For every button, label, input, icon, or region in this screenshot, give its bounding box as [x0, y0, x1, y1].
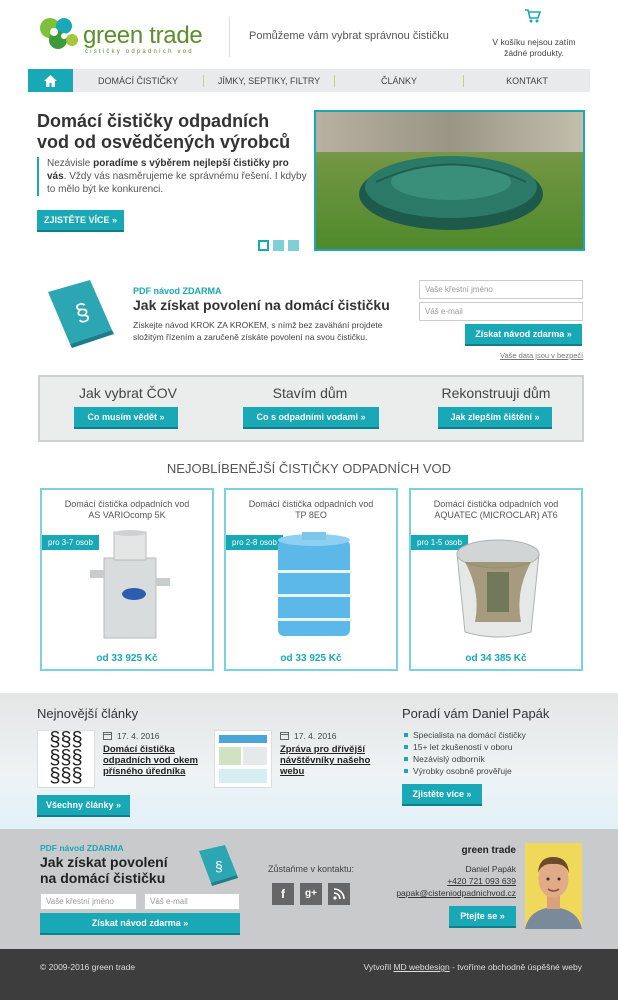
- product-model: AQUATEC (MICROCLAR) AT6: [434, 510, 558, 520]
- logo-subtitle: čističky odpadních vod: [85, 49, 194, 55]
- nav-item-jimky[interactable]: JÍMKY, SEPTIKY, FILTRY: [217, 75, 321, 86]
- footer-name-input[interactable]: Vaše křestní jméno: [40, 893, 137, 910]
- product-badge: pro 2-8 osob: [226, 535, 283, 550]
- product-model: AS VARIOcomp 5K: [88, 510, 166, 520]
- footer-ebook-icon: [195, 843, 241, 887]
- header-tagline: Pomůžeme vám vybrat správnou čističku: [249, 30, 449, 42]
- article-thumb-1[interactable]: [37, 730, 95, 788]
- article-title-2[interactable]: Zpráva pro dřívější návštěvníky našeho webu: [280, 744, 371, 777]
- bottom-bar: [0, 949, 618, 1000]
- nav-item-kontakt[interactable]: KONTAKT: [506, 75, 548, 86]
- slider-dot-3[interactable]: [288, 240, 299, 251]
- paragraph-sign-icon: §§§ §§§ §§§: [49, 730, 83, 787]
- advisor-point: Specialista na domácí čističky: [404, 729, 526, 741]
- header-divider: [229, 17, 230, 57]
- guide-button-1[interactable]: Co musím vědět »: [74, 407, 178, 429]
- advisor-more-button[interactable]: Zjistěte více »: [402, 784, 482, 806]
- pdf-title: Jak získat povolení na domácí čističku: [133, 297, 390, 313]
- hero-image: [314, 110, 585, 251]
- nav-item-domaci-cisticky[interactable]: DOMÁCÍ ČISTIČKY: [97, 75, 178, 86]
- all-articles-button[interactable]: Všechny články »: [37, 795, 130, 817]
- article-thumb-2[interactable]: [214, 730, 272, 788]
- guide-button-2[interactable]: Co s odpadními vodami »: [243, 407, 379, 429]
- advisor-point: Výrobky osobně prověřuje: [404, 765, 526, 777]
- contact-company: green trade: [461, 845, 516, 856]
- hero-title: Domácí čističky odpadních vod od osvědčených výrobců: [37, 111, 291, 152]
- logo-text: green trade: [83, 22, 203, 49]
- product-image-aquatec: [451, 532, 545, 642]
- product-price: od 34 385 Kč: [465, 653, 527, 664]
- product-model: TP 8EO: [295, 510, 327, 520]
- home-icon: [44, 75, 57, 87]
- pdf-text: Získejte návod KROK ZA KROKEM, s nímž bez zavähání projdete složitým řízením a zaručeně získáte povolení na svou čističku.: [133, 320, 383, 342]
- product-price: od 33 925 Kč: [96, 653, 158, 664]
- contact-phone[interactable]: +420 721 093 639: [447, 876, 516, 886]
- cart-status: V košíku nejsou zatím žádné produkty.: [492, 37, 576, 58]
- guide-title-3: Rekonstruuji dům: [441, 385, 551, 401]
- rss-icon[interactable]: [328, 883, 350, 905]
- product-image-tp8eo: [274, 532, 354, 642]
- product-card-1[interactable]: [40, 488, 214, 671]
- calendar-icon: [103, 731, 112, 740]
- slider-dot-2[interactable]: [273, 240, 284, 251]
- credit: Vytvořil MD webdesign - tvoříme obchodně úspěšné weby: [363, 962, 582, 972]
- google-plus-icon[interactable]: g+: [300, 883, 322, 905]
- ebook-cover-icon: [40, 278, 120, 350]
- product-price: od 33 925 Kč: [280, 653, 342, 664]
- article-date-2: 17. 4. 2016: [294, 731, 337, 741]
- guide-title-1: Jak vybrat ČOV: [78, 385, 178, 401]
- advisor-points: [404, 729, 526, 777]
- product-name: Domácí čistička odpadních vod: [433, 499, 559, 509]
- product-badge: pro 3-7 osob: [42, 535, 99, 550]
- footer-pdf-title: Jak získat povolení na domácí čističku: [40, 854, 168, 886]
- rss-glyph-icon: [333, 888, 345, 900]
- contact-person: Daniel Papák: [465, 864, 516, 874]
- product-name: Domácí čistička odpadních vod: [64, 499, 190, 509]
- logo[interactable]: [36, 14, 216, 56]
- articles-heading: Nejnovější články: [37, 706, 139, 721]
- article-title-1[interactable]: Domácí čistička odpadních vod okem přísného úředníka: [103, 744, 199, 777]
- product-badge: pro 1-5 osob: [411, 535, 468, 550]
- footer-pdf-label: PDF návod ZDARMA: [40, 843, 124, 853]
- product-name: Domácí čistička odpadních vod: [248, 499, 374, 509]
- footer-submit-button[interactable]: Získat návod zdarma »: [40, 913, 240, 935]
- copyright: © 2009-2016 green trade: [40, 962, 136, 972]
- privacy-link[interactable]: Vaše data jsou v bezpečí: [500, 351, 584, 360]
- slider-dot-1[interactable]: [258, 240, 269, 251]
- pdf-email-input[interactable]: Váš e-mail: [419, 302, 583, 321]
- ask-button[interactable]: Ptejte se »: [449, 906, 516, 928]
- hero-more-button[interactable]: ZJISTĚTE VÍCE »: [37, 210, 124, 232]
- tank-lid-picture: [356, 142, 546, 232]
- guide-title-2: Stavím dům: [272, 385, 348, 401]
- product-image-variocomp: [90, 530, 170, 642]
- nav-home-button[interactable]: [28, 69, 73, 92]
- nav-item-clanky[interactable]: ČLÁNKY: [380, 75, 417, 86]
- logo-swirl-icon: [36, 14, 82, 54]
- advisor-point: 15+ let zkušeností v oboru: [404, 741, 526, 753]
- hero-text: Nezávisle poradíme s výběrem nejlepší čističky pro vás. Vždy vás nasměrujeme ke správnému řešení. I kdyby to mělo být ke konkurenci.: [37, 157, 307, 196]
- main-nav: [28, 69, 590, 92]
- article-date-1: 17. 4. 2016: [117, 731, 160, 741]
- product-card-2[interactable]: [224, 488, 398, 671]
- footer-email-input[interactable]: Váš e-mail: [144, 893, 240, 910]
- advisor-point: Nezávislý odborník: [404, 753, 526, 765]
- pdf-name-input[interactable]: Vaše křestní jméno: [419, 280, 583, 299]
- advisor-heading: Poradí vám Daniel Papák: [402, 706, 550, 721]
- svg-text:§: §: [215, 858, 223, 874]
- cart-icon[interactable]: [525, 9, 541, 23]
- contact-email[interactable]: papak@cisteniodpadnichvod.cz: [396, 888, 516, 898]
- products-heading: NEJOBLÍBENĚJŠÍ ČISTIČKY ODPADNÍCH VOD: [166, 461, 452, 476]
- facebook-icon[interactable]: f: [272, 883, 294, 905]
- calendar-icon: [280, 731, 289, 740]
- md-webdesign-link[interactable]: MD webdesign: [393, 962, 450, 972]
- pdf-submit-button[interactable]: Získat návod zdarma »: [465, 324, 582, 346]
- svg-text:§: §: [72, 298, 93, 328]
- stay-in-touch-label: Zůstaňme v kontaktu:: [268, 864, 355, 874]
- guide-button-3[interactable]: Jak zlepším čištění »: [438, 407, 552, 429]
- product-card-3[interactable]: [409, 488, 583, 671]
- advisor-photo: [525, 843, 582, 929]
- pdf-label: PDF návod ZDARMA: [133, 286, 222, 296]
- person-portrait-picture: [525, 843, 582, 929]
